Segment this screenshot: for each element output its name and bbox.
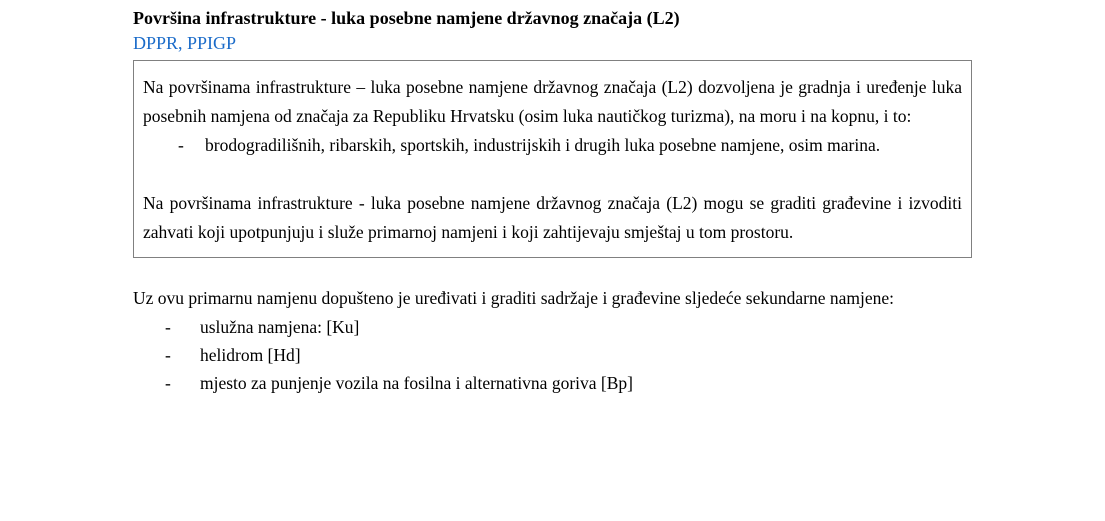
dash-bullet-marker: - xyxy=(178,135,184,155)
list-item-text: brodogradilišnih, ribarskih, sportskih, industrijskih i drugih luka posebne namjene, osim marina. xyxy=(205,135,881,155)
dash-bullet-marker: - xyxy=(165,373,171,393)
secondary-uses-section xyxy=(133,284,1023,397)
regulation-text-box xyxy=(133,60,972,258)
list-item xyxy=(143,131,962,160)
dash-bullet-marker: - xyxy=(165,345,171,365)
list-item xyxy=(133,313,1023,341)
primary-use-paragraph: Na površinama infrastrukture – luka posebne namjene državnog značaja (L2) dozvoljena je gradnja i uređenje luka posebnih namjena od značaja za Republiku Hrvatsku (osim luka nautičkog turizma), na moru i na kopnu, i to: xyxy=(143,77,962,126)
document-page xyxy=(133,6,1023,397)
list-item-text: mjesto za punjenje vozila na fosilna i alternativna goriva [Bp] xyxy=(200,373,633,393)
list-item-text: helidrom [Hd] xyxy=(200,345,301,365)
list-item xyxy=(133,341,1023,369)
plan-reference-link[interactable]: DPPR, PPIGP xyxy=(133,33,237,53)
allowed-structures-paragraph: Na površinama infrastrukture - luka posebne namjene državnog značaja (L2) mogu se graditi građevine i izvoditi zahvati koji upotpunjuju i služe primarnoj namjeni i koji zahtijevaju smještaj u tom prostoru. xyxy=(143,193,962,242)
secondary-uses-intro: Uz ovu primarnu namjenu dopušteno je uređivati i graditi sadržaje i građevine sljedeće sekundarne namjene: xyxy=(133,288,894,308)
blank-line xyxy=(143,160,962,189)
secondary-uses-list xyxy=(133,313,1023,397)
dash-bullet-marker: - xyxy=(165,317,171,337)
list-item-text: uslužna namjena: [Ku] xyxy=(200,317,360,337)
list-item xyxy=(133,369,1023,397)
section-title: Površina infrastrukture - luka posebne namjene državnog značaja (L2) xyxy=(133,8,680,28)
port-types-list xyxy=(143,131,962,160)
